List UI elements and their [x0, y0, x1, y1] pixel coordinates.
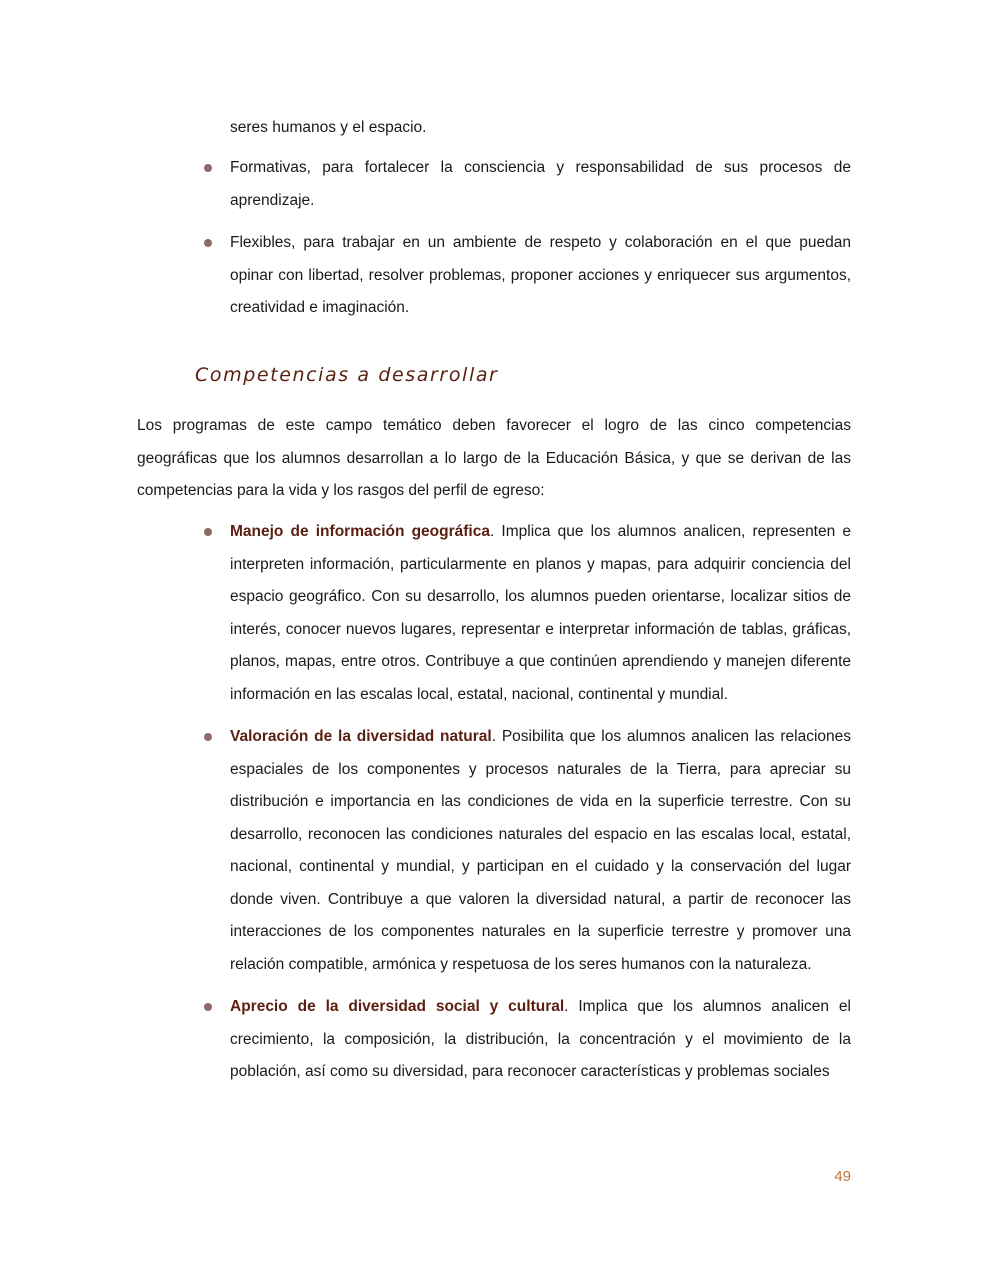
- intro-paragraph: Los programas de este campo temático deben favorecer el logro de las cinco competencias geográficas que los alumnos desarrollan a lo largo de la Educación Básica, y que se derivan de las competencias para la vida y los rasgos del perfil de egreso:: [137, 417, 851, 499]
- bullet-icon: [204, 239, 212, 247]
- bullet-icon: [204, 1003, 212, 1011]
- page-number: 49: [834, 1168, 851, 1185]
- list-item: [200, 152, 851, 217]
- competency-term: Aprecio de la diversidad social y cultural: [230, 998, 565, 1015]
- bullet-icon: [204, 164, 212, 172]
- continuation-text: seres humanos y el espacio.: [230, 119, 427, 136]
- competency-term: Manejo de información geográfica: [230, 523, 490, 540]
- top-bullet-list: [200, 152, 851, 335]
- competency-description: . Implica que los alumnos analicen el crecimiento, la composición, la distribución, la concentración y el movimiento de la población, así como su diversidad, para reconocer características y problemas sociales: [230, 998, 852, 1080]
- list-item: [200, 721, 851, 981]
- competency-description: . Posibilita que los alumnos analicen las relaciones espaciales de los componentes y procesos naturales de la Tierra, para apreciar su distribución e importancia en las condiciones de vida en la superficie terrestre. Con su desarrollo, reconocen las condiciones naturales del espacio en las escalas local, estatal, nacional, continental y mundial, y participan en el cuidado y la conservación del lugar donde viven. Contribuye a que valoren la diversidad natural, a partir de reconocer las interacciones de los componentes naturales en la superficie terrestre y promover una relación compatible, armónica y respetuosa de los seres humanos con la naturaleza.: [230, 728, 851, 973]
- competency-description: . Implica que los alumnos analicen, representen e interpreten información, particularmente en planos y mapas, para adquirir conciencia del espacio geográfico. Con su desarrollo, los alumnos pueden orientarse, localizar sitios de interés, conocer nuevos lugares, representar e interpretar información de tablas, gráficas, planos, mapas, entre otros. Contribuye a que continúen aprendiendo y manejen diferente información en las escalas local, estatal, nacional, continental y mundial.: [230, 523, 851, 703]
- bullet-icon: [204, 528, 212, 536]
- list-item: [200, 227, 851, 325]
- section-heading: Competencias a desarrollar: [195, 364, 499, 386]
- bullet-icon: [204, 733, 212, 741]
- competency-term: Valoración de la diversidad natural: [230, 728, 492, 745]
- bullet-text: Formativas, para fortalecer la consciencia y responsabilidad de sus procesos de aprendizaje.: [230, 159, 851, 209]
- list-item: [200, 991, 851, 1089]
- list-item: [200, 516, 851, 711]
- competencies-list: [200, 516, 851, 1099]
- bullet-text: Flexibles, para trabajar en un ambiente de respeto y colaboración en el que puedan opinar con libertad, resolver problemas, proponer acciones y enriquecer sus argumentos, creatividad e imaginación.: [230, 234, 851, 316]
